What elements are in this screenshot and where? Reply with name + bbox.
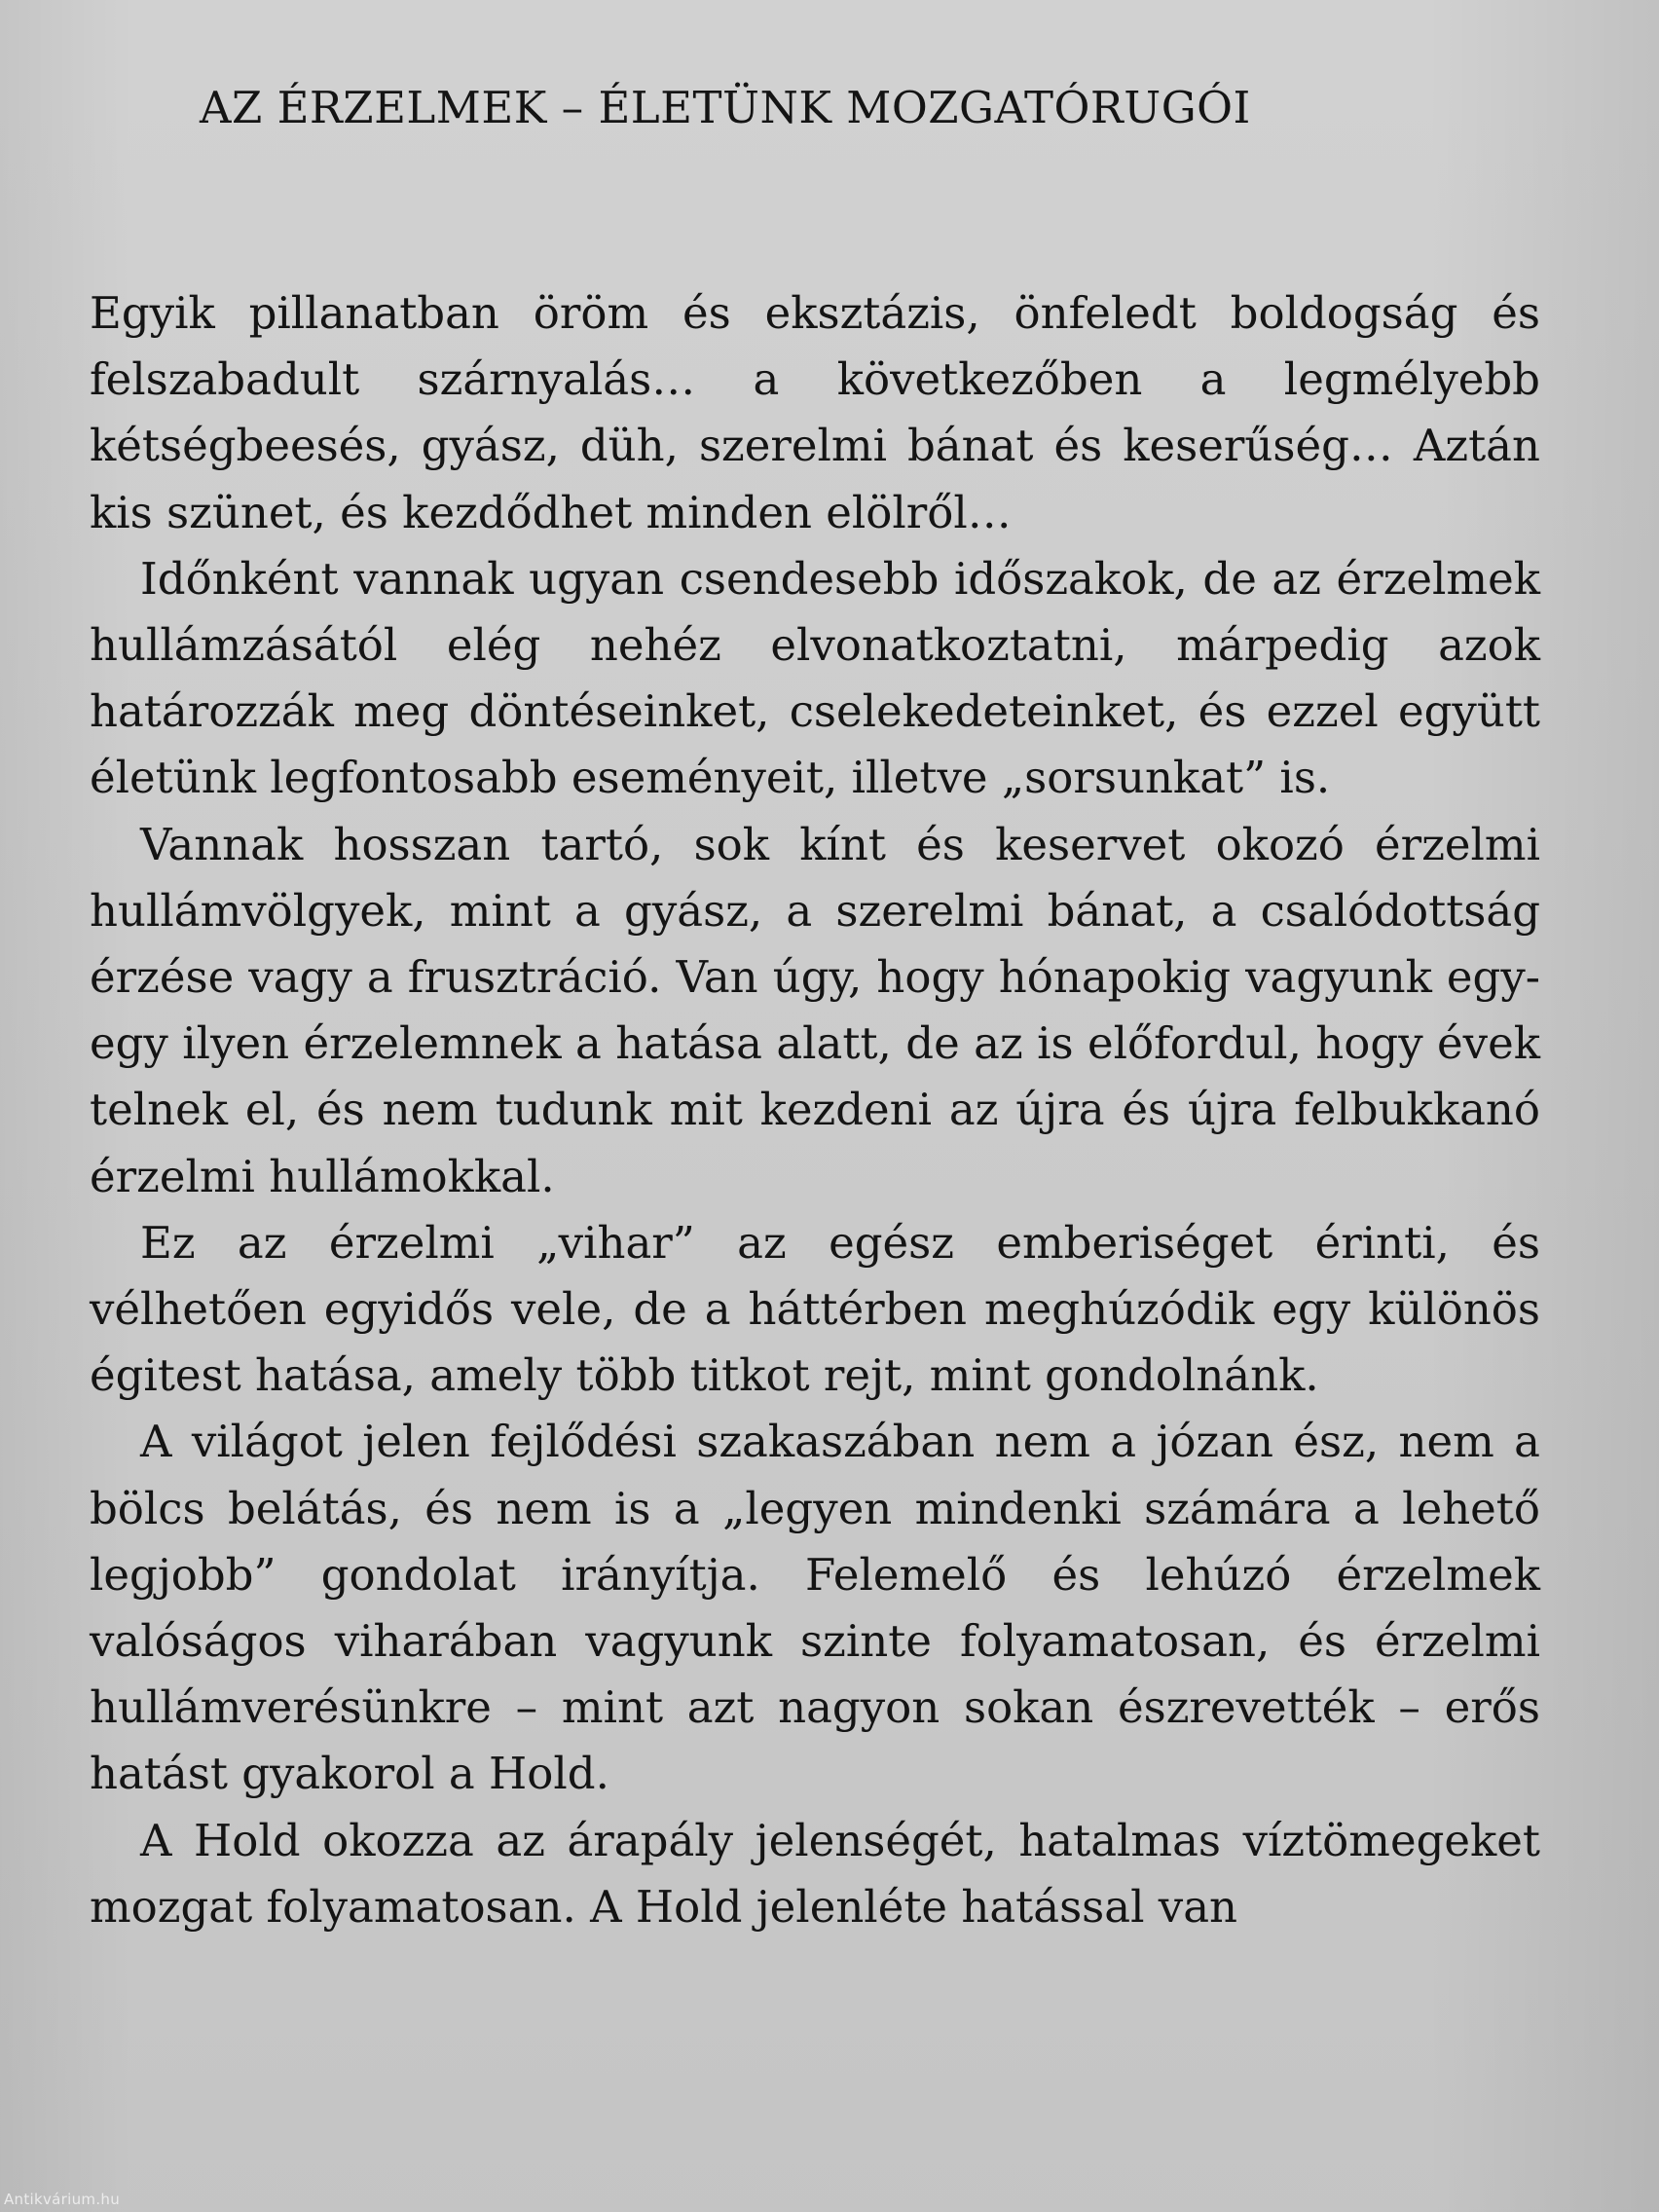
paragraph-6: A Hold okozza az árapály jelenségét, hatalmas víztömegeket mozgat folyamatosan. A Hold jelenléte hatással van	[90, 1814, 1540, 1933]
watermark: Antikvárium.hu	[4, 2191, 121, 2208]
chapter-title: AZ ÉRZELMEK – ÉLETÜNK MOZGATÓRUGÓI	[200, 82, 1251, 133]
body-text	[90, 280, 1540, 1940]
paragraph-1: Egyik pillanatban öröm és eksztázis, önfeledt boldogság és felszabadult szárnyalás… a következőben a legmélyebb kétségbeesés, gyász, düh, szerelmi bánat és keserűség… Aztán kis szünet, és kezdődhet minden elölről…	[90, 287, 1540, 538]
paragraph-5: A világot jelen fejlődési szakaszában nem a józan ész, nem a bölcs belátás, és nem is a „legyen mindenki számára a lehető legjobb” gondolat irányítja. Felemelő és lehúzó érzelmek valóságos viharában vagyunk szinte folyamatosan, és érzelmi hullámverésünkre – mint azt nagyon sokan észrevették – erős hatást gyakorol a Hold.	[90, 1416, 1540, 1800]
paragraph-3: Vannak hosszan tartó, sok kínt és keservet okozó érzelmi hullámvölgyek, mint a gyász, a szerelmi bánat, a csalódottság érzése vagy a frusztráció. Van úgy, hogy hónapokig vagyunk egy-egy ilyen érzelemnek a hatása alatt, de az is előfordul, hogy évek telnek el, és nem tudunk mit kezdeni az újra és újra felbukkanó érzelmi hullámokkal.	[90, 818, 1540, 1202]
paragraph-2: Időnként vannak ugyan csendesebb időszakok, de az érzelmek hullámzásától elég nehéz elvonatkoztatni, márpedig azok határozzák meg döntéseinket, cselekedeteinket, és ezzel együtt életünk legfontosabb eseményeit, illetve „sorsunkat” is.	[90, 552, 1540, 804]
paragraph-4: Ez az érzelmi „vihar” az egész emberiséget érinti, és vélhetően egyidős vele, de a háttérben meghúzódik egy különös égitest hatása, amely több titkot rejt, mint gondolnánk.	[90, 1216, 1540, 1402]
